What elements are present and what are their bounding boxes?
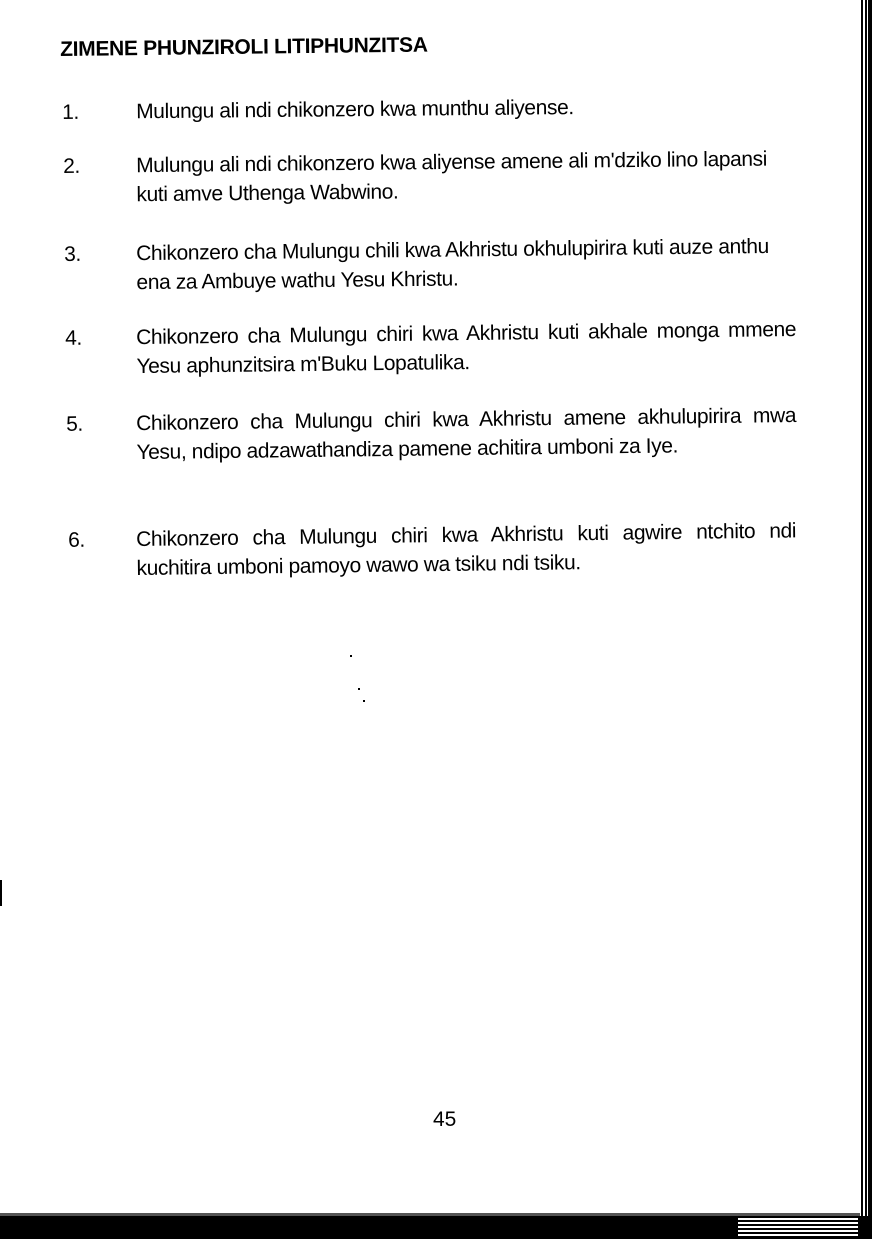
scan-speck — [350, 655, 352, 657]
list-item-number: 4. — [65, 326, 83, 350]
list-item-text: Chikonzero cha Mulungu chiri kwa Akhristu kuti agwire ntchito ndi kuchitira umboni pamoyo wawo wa tsiku ndi tsiku. — [136, 519, 797, 581]
scan-speck — [363, 700, 365, 702]
list-item-number: 6. — [68, 528, 86, 552]
list-item — [60, 91, 800, 124]
list-item-number: 2. — [63, 154, 80, 178]
list-item-number: 5. — [66, 412, 84, 436]
page-number: 45 — [433, 1108, 457, 1131]
list-item — [60, 401, 800, 465]
list-item-number: 1. — [62, 100, 79, 124]
list-item — [60, 315, 800, 379]
list-item-text: Chikonzero cha Mulungu chili kwa Akhristu okhulupirira kuti auze anthu ena za Ambuye wathu Yesu Khristu. — [136, 234, 769, 295]
list-item-text: Mulungu ali ndi chikonzero kwa munthu aliyense. — [136, 96, 574, 124]
list-item-number: 3. — [64, 242, 82, 266]
page-heading: ZIMENE PHUNZIROLI LITIPHUNZITSA — [60, 33, 428, 61]
scan-bottom-stripes — [738, 1218, 858, 1238]
list-item-text: Mulungu ali ndi chikonzero kwa aliyense amene ali m'dziko lino lapansi kuti amve Uthenga Wabwino. — [136, 147, 768, 207]
scan-speck — [358, 688, 360, 690]
scan-edge-mark — [0, 880, 2, 906]
list-item — [60, 144, 800, 207]
scan-right-edge — [858, 0, 872, 1239]
list-item — [60, 232, 800, 295]
list-item-text: Chikonzero cha Mulungu chiri kwa Akhristu kuti akhale monga mmene Yesu aphunzitsira m'Buku Lopatulika. — [136, 318, 797, 379]
list-item — [60, 516, 800, 581]
list-item-text: Chikonzero cha Mulungu chiri kwa Akhristu amene akhulupirira mwa Yesu, ndipo adzawathandiza pamene achitira umboni za Iye. — [136, 404, 797, 465]
